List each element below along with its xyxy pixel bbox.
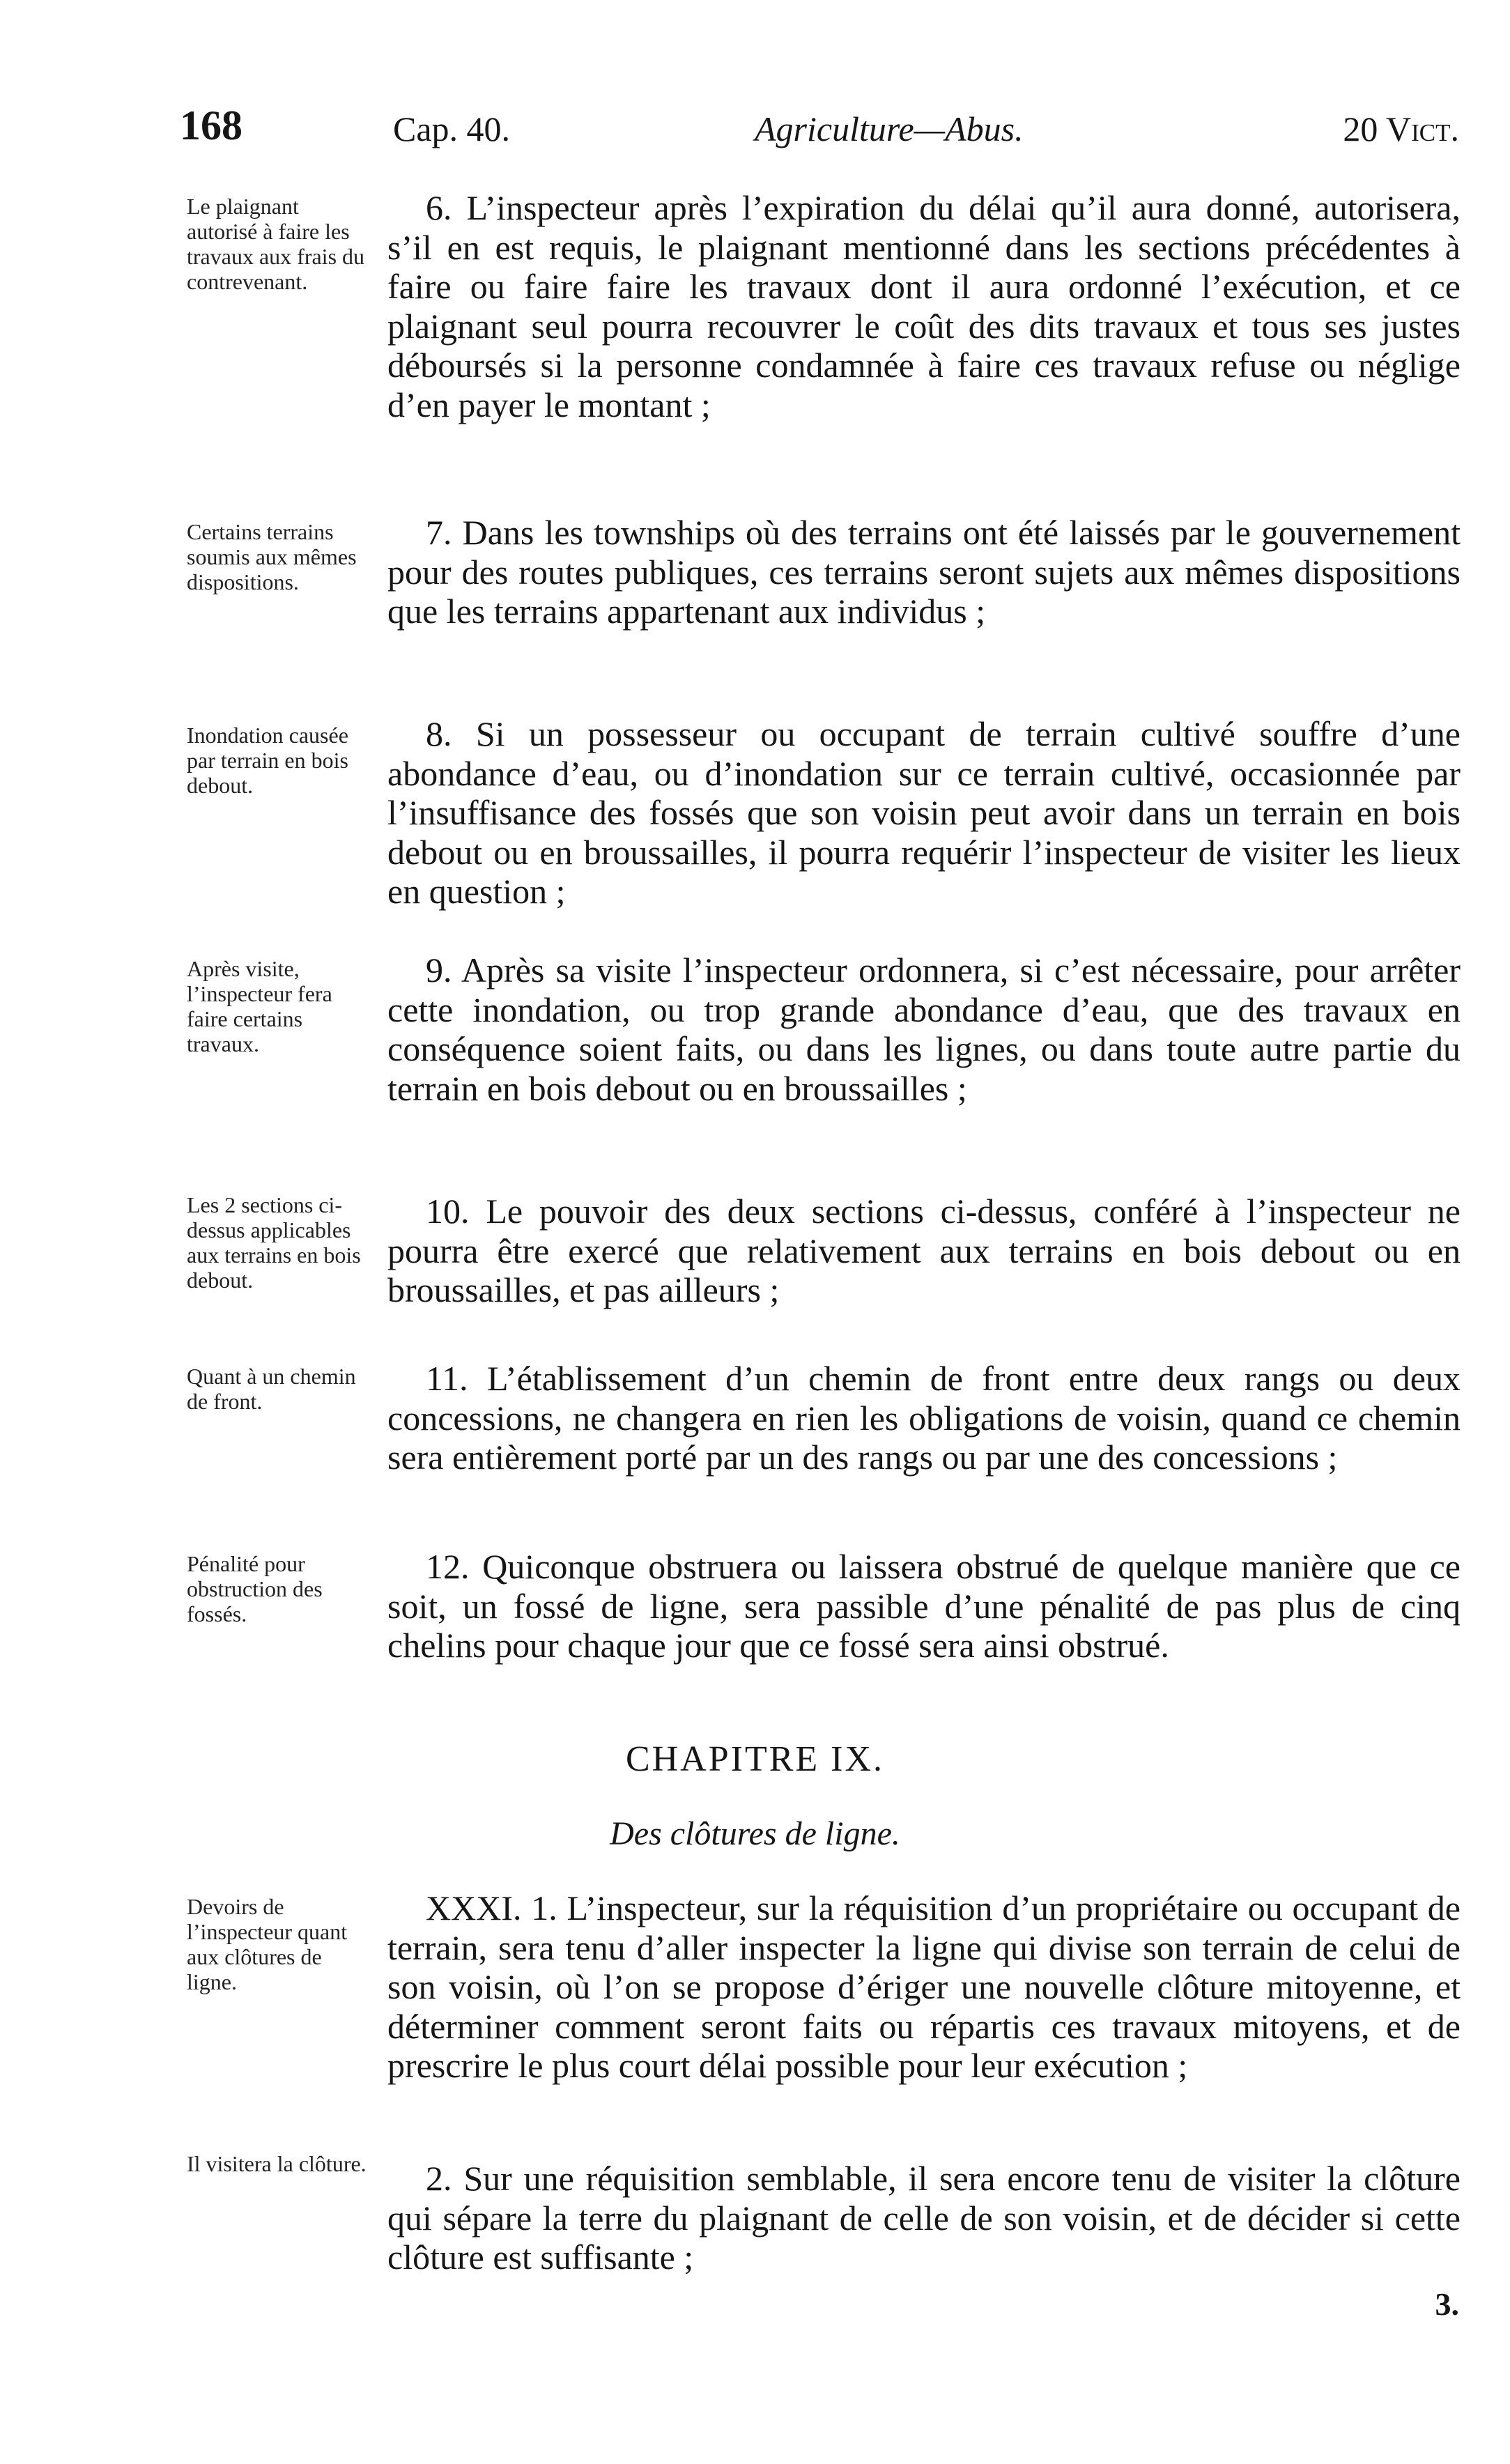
margin-note-9: Après visite, l’inspecteur fera faire certains travaux. (187, 956, 332, 1056)
paragraph-10: 10. Le pouvoir des deux sections ci-dessus, conféré à l’inspecteur ne pourra être exercé que relativement aux terrains en bois debout ou en broussailles, et pas ailleurs ; (387, 1192, 1461, 1309)
margin-note-8: Inondation causée par terrain en bois debout. (187, 723, 348, 798)
paragraph-11: 11. L’établissement d’un chemin de front entre deux rangs ou deux concessions, ne changera en rien les obligations de voisin, quand ce chemin sera entièrement porté par un des rangs ou par une des concessions ; (387, 1359, 1461, 1477)
paragraph-6: 6. L’inspecteur après l’expiration du délai qu’il aura donné, autorisera, s’il en est requis, le plaignant mentionné dans les sections précédentes à faire ou faire faire les travaux dont il aura ordonné l’exécution, et ce plaignant seul pourra recouvrer le coût des dits travaux et tous ses justes déboursés si la personne condamnée à faire ces travaux refuse ou néglige d’en payer le montant ; (387, 188, 1461, 424)
margin-note-6: Le plaignant autorisé à faire les travaux aux frais du contrevenant. (187, 194, 365, 294)
margin-note-xxxi-2: Il visitera la clôture. (187, 2151, 367, 2176)
running-title: Agriculture—Abus. (755, 109, 1024, 148)
margin-note-7: Certains terrains soumis aux mêmes dispositions. (187, 519, 357, 594)
margin-note-11: Quant à un chemin de front. (187, 1364, 356, 1414)
page-number: 168 (180, 102, 242, 148)
paragraph-xxxi-2: 2. Sur une réquisition semblable, il sera encore tenu de visiter la clôture qui sépare la terre du plaignant de celle de son voisin, et de décider si cette clôture est suffisante ; (387, 2159, 1461, 2277)
paragraph-8: 8. Si un possesseur ou occupant de terrain cultivé souffre d’une abondance d’eau, ou d’inondation sur ce terrain cultivé, occasionnée par l’insuffisance des fossés que son voisin peut avoir dans un terrain en bois debout ou en broussailles, il pourra requérir l’inspecteur de visiter les lieux en question ; (387, 714, 1461, 911)
running-header (180, 98, 1459, 160)
chapter-subtitle: Des clôtures de ligne. (610, 1815, 900, 1852)
regnal-year: 20 Vict. (1343, 109, 1459, 148)
margin-note-10: Les 2 sections ci-dessus applicables aux terrains en bois debout. (187, 1192, 361, 1293)
paragraph-xxxi-1: XXXI. 1. L’inspecteur, sur la réquisition d’un propriétaire ou occupant de terrain, sera tenu d’aller inspecter la ligne qui divise son terrain de celui de son voisin, où l’on se propose d’ériger une nouvelle clôture mitoyenne, et déterminer comment seront faits ou répartis ces travaux mitoyens, et de prescrire le plus court délai possible pour leur exécution ; (387, 1888, 1461, 2085)
chapter-reference: Cap. 40. (393, 109, 511, 148)
margin-note-xxxi-1: Devoirs de l’inspecteur quant aux clôtures de ligne. (187, 1894, 348, 1994)
paragraph-9: 9. Après sa visite l’inspecteur ordonnera, si c’est nécessaire, pour arrêter cette inondation, ou trop grande abondance d’eau, que des travaux en conséquence soient faits, ou dans les lignes, ou dans toute autre partie du terrain en bois debout ou en broussailles ; (387, 950, 1461, 1108)
catchword: 3. (1435, 2286, 1459, 2322)
paragraph-12: 12. Quiconque obstruera ou laissera obstrué de quelque manière que ce soit, un fossé de ligne, sera passible d’une pénalité de pas plus de cinq chelins pour chaque jour que ce fossé sera ainsi obstrué. (387, 1547, 1461, 1665)
chapter-title: CHAPITRE IX. (625, 1739, 885, 1779)
paragraph-7: 7. Dans les townships où des terrains ont été laissés par le gouvernement pour des routes publiques, ces terrains seront sujets aux mêmes dispositions que les terrains appartenant aux individus ; (387, 513, 1461, 631)
margin-note-12: Pénalité pour obstruction des fossés. (187, 1551, 323, 1626)
